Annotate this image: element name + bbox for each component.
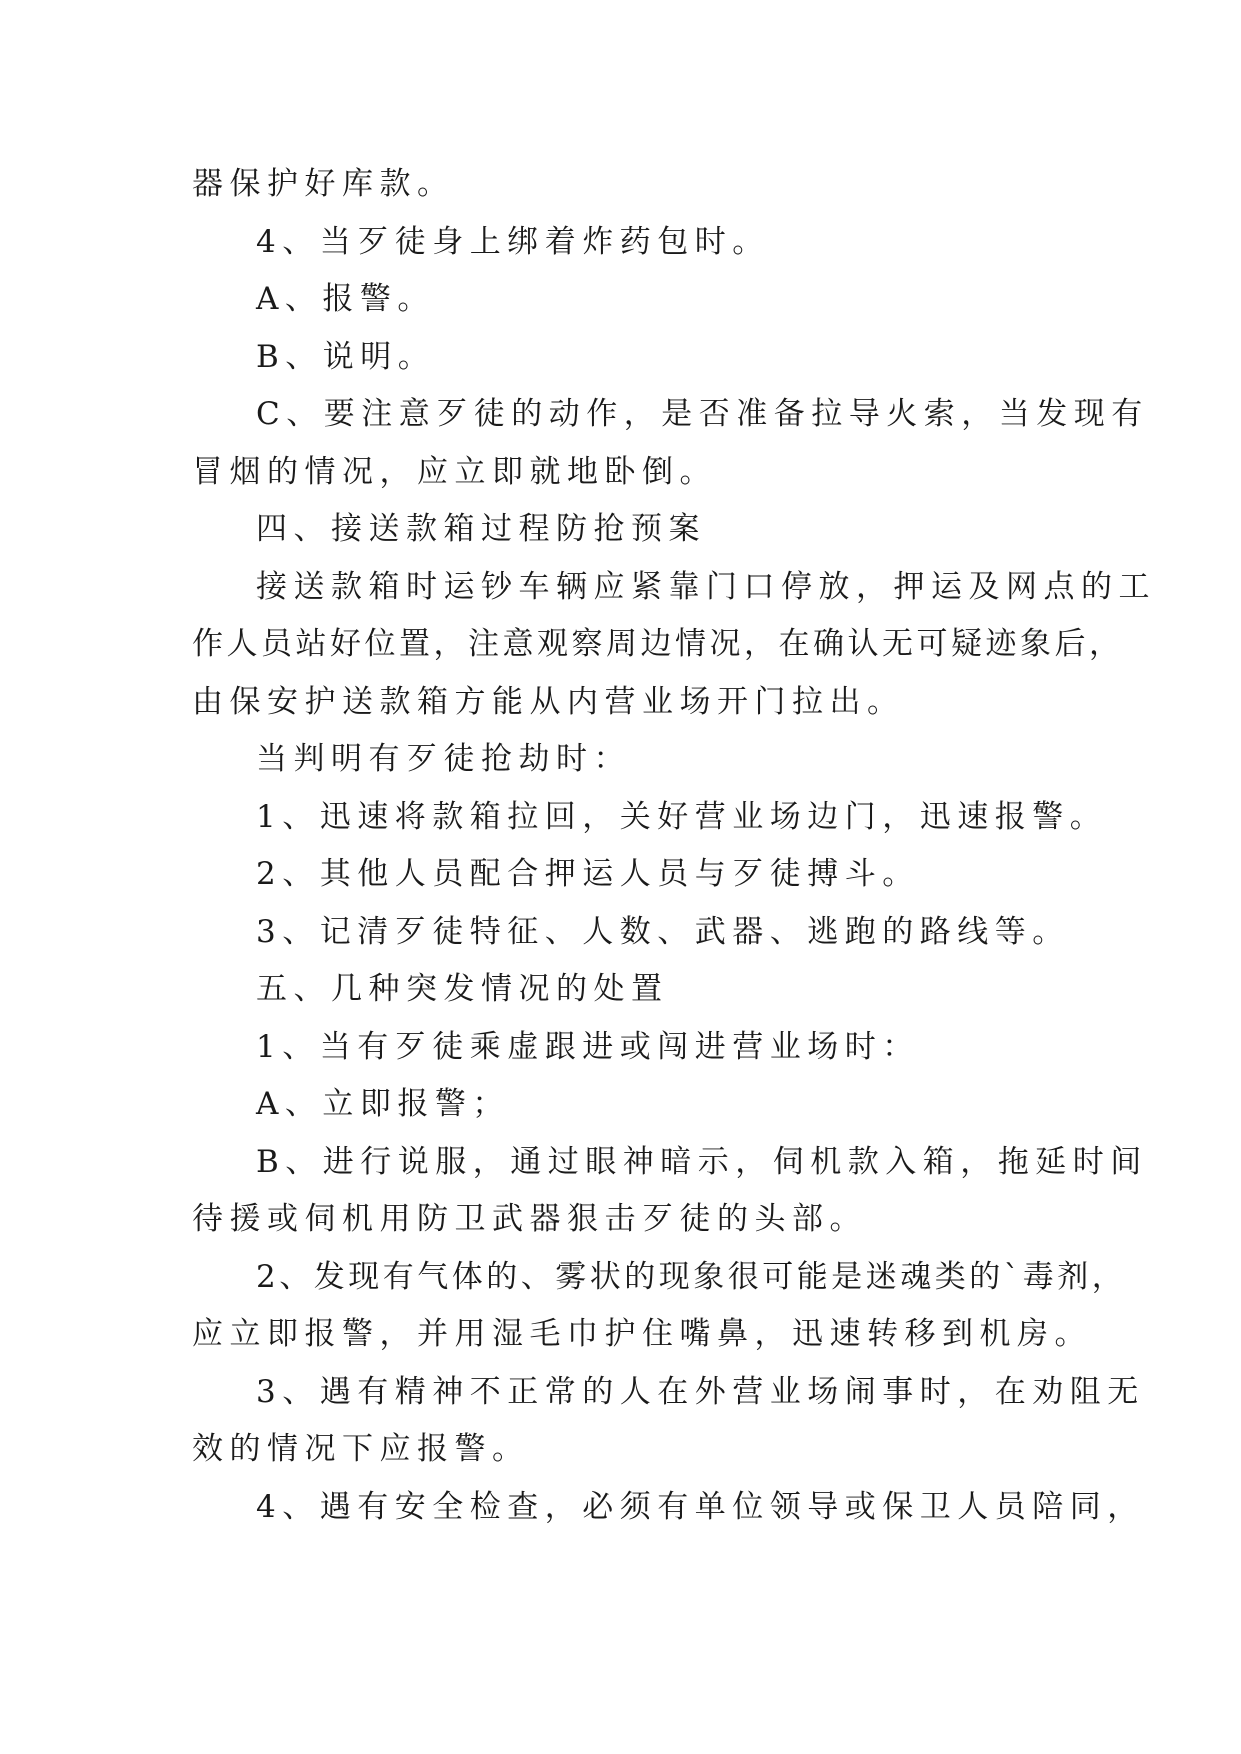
text-line: 3、遇有精神不正常的人在外营业场闹事时，在劝阻无: [256, 1373, 1145, 1410]
text-line: B、说明。: [256, 338, 436, 375]
text-line: 4、当歹徒身上绑着炸药包时。: [256, 223, 770, 260]
document-body: [192, 156, 1156, 1536]
text-line: 2、发现有气体的、雾状的现象很可能是迷魂类的`毒剂，: [256, 1258, 1127, 1295]
text-line: 2、其他人员配合押运人员与歹徒搏斗。: [256, 856, 920, 892]
text-line: 1、当有歹徒乘虚跟进或闯进营业场时：: [256, 1028, 920, 1065]
text-line: 4、遇有安全检查，必须有单位领导或保卫人员陪同，: [256, 1488, 1145, 1525]
text-line: 冒烟的情况，应立即就地卧倒。: [192, 453, 717, 490]
section-heading: 五、几种突发情况的处置: [256, 971, 669, 1007]
text-line: A、报警。: [256, 281, 435, 317]
text-line: 待援或伺机用防卫武器狠击歹徒的头部。: [192, 1201, 867, 1237]
text-line: 效的情况下应报警。: [192, 1431, 530, 1467]
text-line: B、进行说服，通过眼神暗示，伺机款入箱，拖延时间: [256, 1143, 1148, 1180]
text-line: 器保护好库款。: [192, 166, 455, 202]
text-line: 当判明有歹徒抢劫时：: [256, 741, 631, 777]
section-heading: 四、接送款箱过程防抢预案: [256, 511, 706, 547]
text-line: 作人员站好位置，注意观察周边情况，在确认无可疑迹象后，: [192, 626, 1124, 662]
text-line: C、要注意歹徒的动作，是否准备拉导火索，当发现有: [256, 396, 1149, 432]
text-line: 由保安护送款箱方能从内营业场开门拉出。: [192, 683, 905, 720]
text-line: 3、记清歹徒特征、人数、武器、逃跑的路线等。: [256, 913, 1070, 950]
text-line: 接送款箱时运钞车辆应紧靠门口停放，押运及网点的工: [256, 568, 1156, 605]
text-line: 应立即报警，并用湿毛巾护住嘴鼻，迅速转移到机房。: [192, 1316, 1092, 1352]
text-line: A、立即报警；: [256, 1086, 510, 1122]
text-line: 1、迅速将款箱拉回，关好营业场边门，迅速报警。: [256, 798, 1108, 835]
